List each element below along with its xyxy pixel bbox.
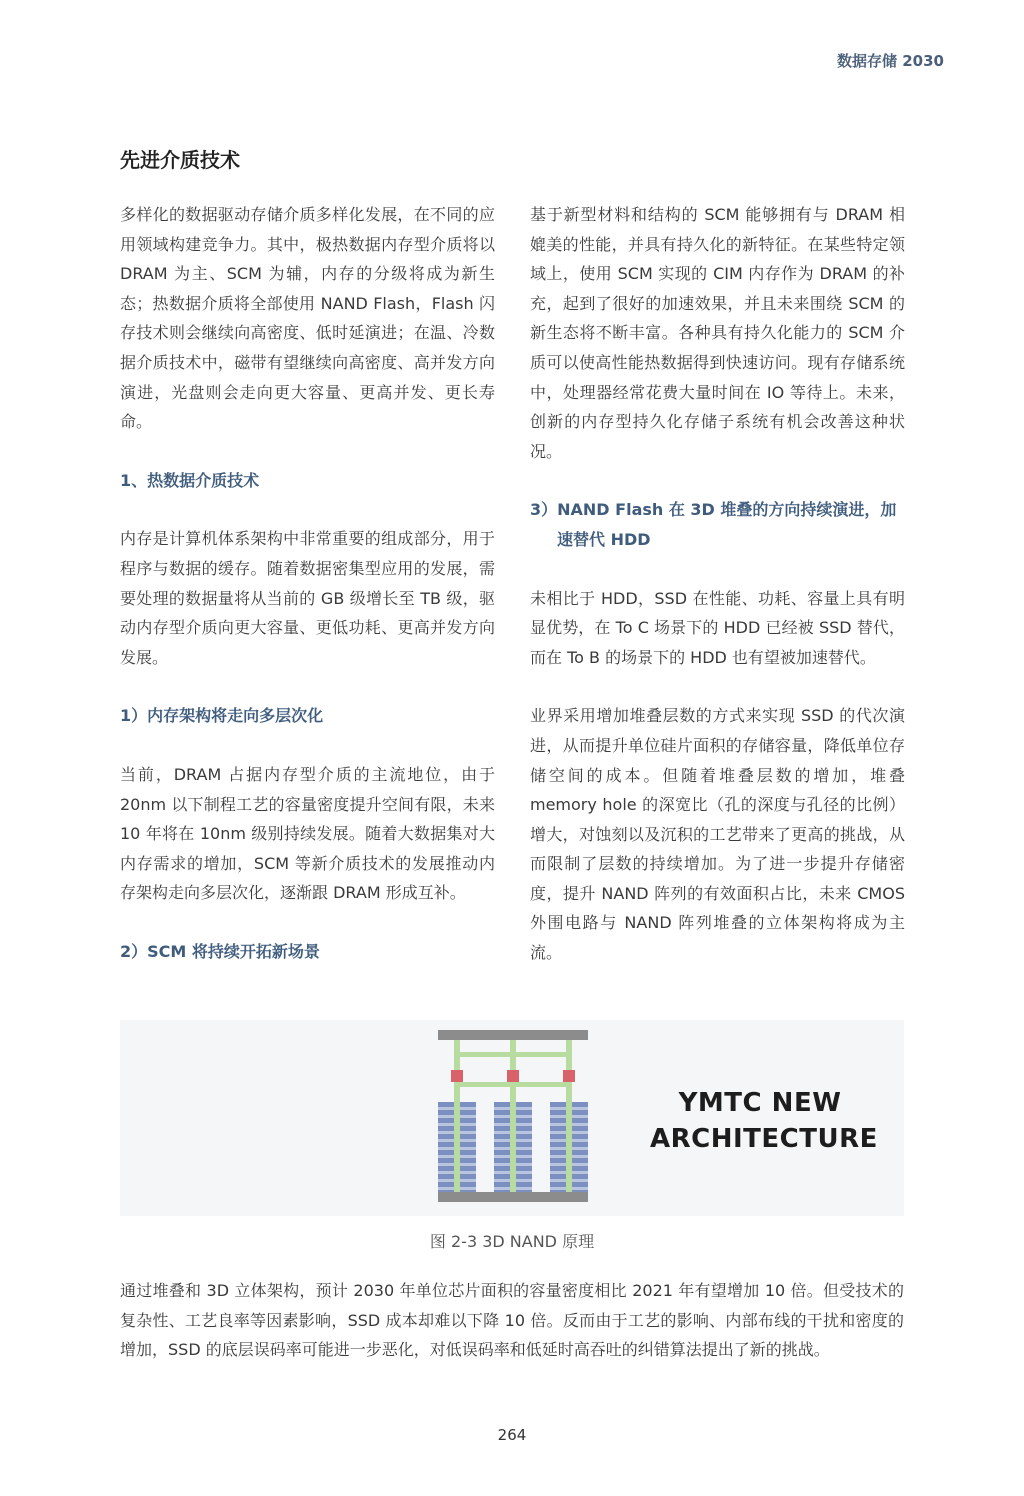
figure-label-line1: YMTC NEW xyxy=(678,1088,842,1118)
ssd-vs-hdd-paragraph: 未相比于 HDD，SSD 在性能、功耗、容量上具有明显优势，在 To C 场景下的 HDD 已经被 SSD 替代，而在 To B 的场景下的 HDD 也有望被加速替代。 xyxy=(530,588,905,667)
page-number: 264 xyxy=(497,1426,527,1444)
pad-3 xyxy=(563,1070,575,1082)
connector-3 xyxy=(566,1040,572,1192)
nand-architecture-diagram xyxy=(438,1030,588,1206)
bridge-lower xyxy=(454,1082,572,1087)
bottom-plate xyxy=(438,1192,588,1202)
connector-2 xyxy=(510,1040,516,1192)
right-column xyxy=(530,200,905,997)
running-header: 数据存储 2030 xyxy=(837,52,944,70)
bottom-paragraph: 通过堆叠和 3D 立体架构，预计 2030 年单位芯片面积的容量密度相比 2021 年有望增加 10 倍。但受技术的复杂性、工艺良率等因素影响，SSD 成本却难以下降 10 倍。反而由于工艺的影响、内部布线的干扰和密度的增加，SSD 的底层误码率可能进一步恶化，对低误码率和低延时高吞吐的纠错算法提出了新的挑战。 xyxy=(120,1281,904,1360)
scm-paragraph: 基于新型材料和结构的 SCM 能够拥有与 DRAM 相媲美的性能，并具有持久化的新特征。在某些特定领域上，使用 SCM 实现的 CIM 内存作为 DRAM 的补充，起到了很好的加速效果，并且未来围绕 SCM 的新生态将不断丰富。各种具有持久化能力的 SCM 介质可以使高性能热数据得到快速访问。现有存储系统中，处理器经常花费大量时间在 IO 等待上。未来，创新的内存型持久化存储子系统有机会改善这种状况。 xyxy=(530,205,905,461)
pad-2 xyxy=(507,1070,519,1082)
dram-paragraph: 当前，DRAM 占据内存型介质的主流地位，由于 20nm 以下制程工艺的容量密度提升空间有限，未来 10 年将在 10nm 级别持续发展。随着大数据集对大内存需求的增加，SCM 等新介质技术的发展推动内存架构走向多层次化，逐渐跟 DRAM 形成互补。 xyxy=(120,764,495,903)
heading-nand-flash: 3）NAND Flash 在 3D 堆叠的方向持续演进，加速替代 HDD xyxy=(530,500,897,549)
figure-caption: 图 2-3 3D NAND 原理 xyxy=(429,1232,595,1251)
heading-hot-data-media: 1、热数据介质技术 xyxy=(120,470,260,490)
figure-label-line2: ARCHITECTURE xyxy=(650,1124,878,1154)
figure-label xyxy=(650,1085,878,1157)
heading-memory-architecture: 1）内存架构将走向多层次化 xyxy=(120,706,324,726)
top-plate xyxy=(438,1030,588,1040)
pad-1 xyxy=(451,1070,463,1082)
stacking-paragraph: 业界采用增加堆叠层数的方式来实现 SSD 的代次演进，从而提升单位硅片面积的存储容量，降低单位存储空间的成本。但随着堆叠层数的增加，堆叠 memory hole 的深宽比（孔的深度与孔径的比例）增大，对蚀刻以及沉积的工艺带来了更高的挑战，从而限制了层数的持续增加。为了进一步提升存储密度，提升 NAND 阵列的有效面积占比，未来 CMOS 外围电路与 NAND 阵列堆叠的立体架构将成为主流。 xyxy=(530,706,905,963)
figure-3d-nand xyxy=(120,1020,904,1216)
memory-paragraph: 内存是计算机体系架构中非常重要的组成部分，用于程序与数据的缓存。随着数据密集型应用的发展，需要处理的数据量将从当前的 GB 级增长至 TB 级，驱动内存型介质向更大容量、更低功耗、更高并发方向发展。 xyxy=(120,529,495,667)
left-column xyxy=(120,200,495,995)
bridge-upper xyxy=(454,1052,572,1057)
intro-paragraph: 多样化的数据驱动存储介质多样化发展，在不同的应用领域构建竞争力。其中，极热数据内存型介质将以 DRAM 为主、SCM 为辅，内存的分级将成为新生态；热数据介质将全部使用 NAND Flash，Flash 闪存技术则会继续向高密度、低时延演进；在温、冷数据介质技术中，磁带有望继续向高密度、高并发方向演进，光盘则会走向更大容量、更高并发、更长寿命。 xyxy=(120,205,495,432)
connector-1 xyxy=(454,1040,460,1192)
heading-scm: 2）SCM 将持续开拓新场景 xyxy=(120,941,320,961)
section-title: 先进介质技术 xyxy=(120,148,240,172)
